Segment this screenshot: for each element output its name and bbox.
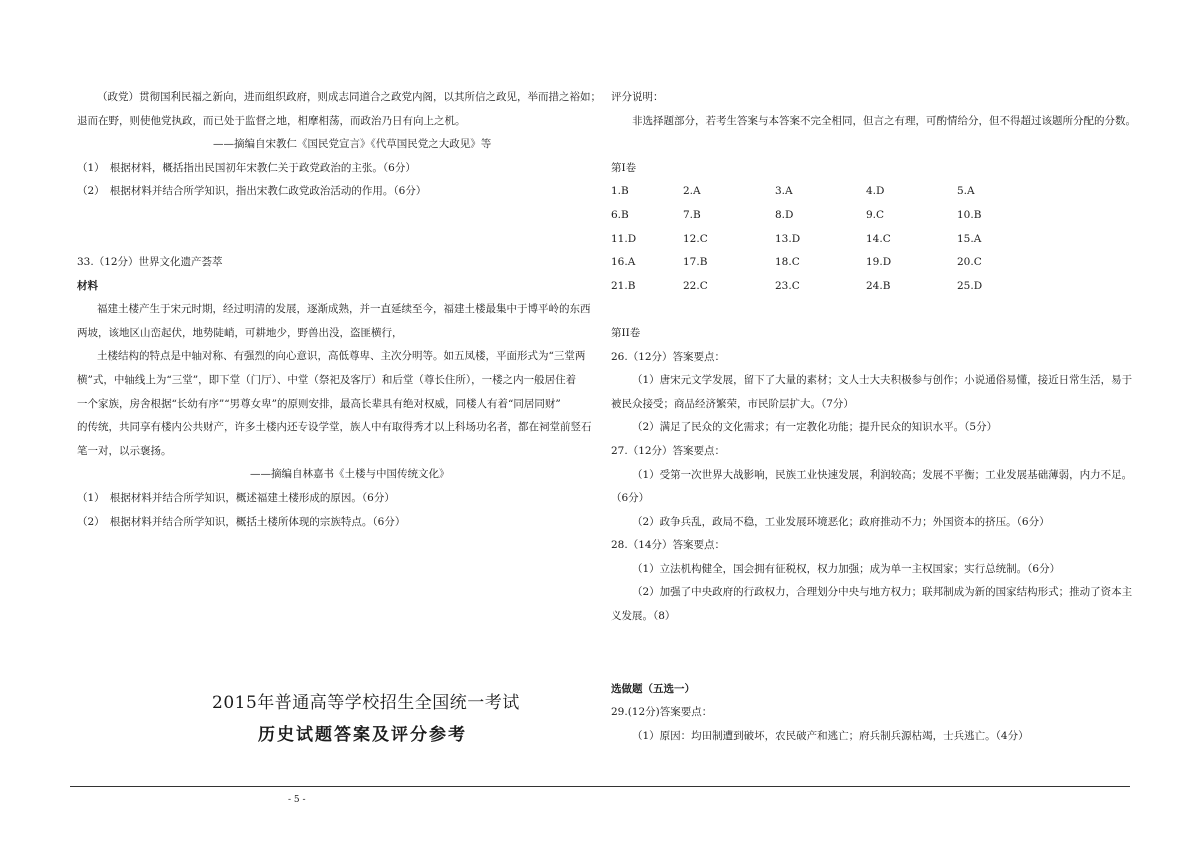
answer-item: 17.B	[683, 256, 708, 269]
answer-line: （1）立法机构健全，国会拥有征税权，权力加强；成为单一主权国家；实行总统制。（6分）	[632, 562, 1061, 575]
question-27-title: 27.（12分）答案要点：	[611, 444, 726, 457]
volume-2-heading: 第II卷	[611, 326, 641, 339]
answer-line: 义发展。（8）	[611, 610, 676, 623]
answer-item: 22.C	[683, 279, 708, 292]
material-paragraph-line: 土楼结构的特点是中轴对称、有强烈的向心意识，高低尊卑、主次分明等。如五凤楼，平面形式为“三堂两	[97, 350, 586, 363]
answer-key-title: 历史试题答案及评分参考	[258, 725, 467, 745]
answer-item: 24.B	[866, 279, 891, 292]
material-paragraph-line: 的传统，共同享有楼内公共财产，许多土楼内还专设学堂，族人中有取得秀才以上科场功名者，都在祠堂前竖石	[77, 421, 592, 434]
answer-line: （1）原因：均田制遭到破坏，农民破产和逃亡；府兵制兵源枯竭，士兵逃亡。（4分）	[632, 729, 1029, 742]
material-paragraph-line: （政党）贯彻国利民福之新向，进而组织政府，则成志同道合之政党内阁，以其所信之政见，举而措之裕如；	[97, 91, 601, 103]
answer-row	[611, 251, 1131, 275]
question-28-title: 28.（14分）答案要点：	[611, 539, 726, 552]
question-33-part-2: （2） 根据材料并结合所学知识，概括土楼所体现的宗族特点。（6分）	[77, 515, 406, 528]
answer-item: 14.C	[866, 232, 891, 245]
answer-item: 25.D	[957, 279, 983, 292]
volume-1-heading: 第I卷	[611, 161, 637, 174]
blank-space	[77, 204, 612, 251]
right-column	[611, 86, 1136, 748]
answer-item: 23.C	[775, 279, 800, 292]
footer-divider	[70, 786, 1130, 787]
material-source: ——摘编自宋教仁《国民党宣言》《代草国民党之大政见》等	[213, 138, 492, 151]
exam-title: 2015年普通高等学校招生全国统一考试	[212, 693, 520, 713]
answer-row	[611, 180, 1131, 204]
answer-line: （2）政争兵乱，政局不稳，工业发展环境恶化；政府推动不力；外国资本的挤压。（6分）	[632, 515, 1050, 528]
answer-line: （1）受第一次世界大战影响，民族工业快速发展，利润较高；发展不平衡；工业发展基础薄弱，内力不足。	[632, 468, 1133, 481]
scoring-notes-title: 评分说明：	[611, 91, 664, 103]
answer-row	[611, 204, 1131, 228]
answer-item: 12.C	[683, 232, 708, 245]
material-label: 材料	[77, 279, 98, 292]
answer-item: 1.B	[611, 185, 629, 198]
answer-line: 被民众接受；商品经济繁荣，市民阶层扩大。（7分）	[611, 397, 854, 410]
page-number: - 5 -	[288, 795, 306, 805]
answer-item: 18.C	[775, 256, 800, 269]
answer-row	[611, 275, 1131, 299]
answer-line: （2）加强了中央政府的行政权力，合理划分中央与地方权力；联邦制成为新的国家结构形式；推动了资本主	[632, 586, 1133, 599]
answer-item: 16.A	[611, 256, 636, 269]
material-paragraph-line: 退而在野，则使他党执政，而已处于监督之地，相摩相荡，而政治乃日有向上之机。	[77, 114, 466, 127]
question-32-part-1: （1） 根据材料，概括指出民国初年宋教仁关于政党政治的主张。（6分）	[77, 161, 416, 174]
answer-item: 2.A	[683, 185, 701, 198]
answer-item: 20.C	[957, 256, 982, 269]
material-paragraph-line: 横”式，中轴线上为“三堂”，即下堂（门厅）、中堂（祭祀及客厅）和后堂（尊长住所），一楼之内一般居住着	[77, 373, 577, 386]
question-26-title: 26.（12分）答案要点：	[611, 350, 726, 363]
answer-item: 19.D	[866, 256, 892, 269]
answer-item: 11.D	[611, 232, 637, 245]
answer-item: 5.A	[957, 185, 975, 198]
answer-row	[611, 228, 1131, 252]
answer-item: 15.A	[957, 232, 982, 245]
answer-item: 3.A	[775, 185, 793, 198]
question-32-part-2: （2） 根据材料并结合所学知识，指出宋教仁政党政治活动的作用。（6分）	[77, 185, 427, 198]
material-paragraph-line: 笔一对，以示褒扬。	[77, 444, 172, 457]
answer-item: 6.B	[611, 208, 629, 221]
answer-item: 13.D	[775, 232, 801, 245]
left-column	[77, 86, 612, 534]
material-paragraph-line: 一个家族，房舍根据“长幼有序”“男尊女卑”的原则安排，最高长辈具有绝对权威，同楼人有着“同居同财”	[77, 397, 561, 410]
question-33-part-1: （1） 根据材料并结合所学知识，概述福建土楼形成的原因。（6分）	[77, 491, 395, 504]
answer-line: （2）满足了民众的文化需求；有一定教化功能；提升民众的知识水平。（5分）	[632, 421, 998, 434]
material-source: ——摘编自林嘉书《土楼与中国传统文化》	[250, 468, 450, 481]
scoring-notes-text: 非选择题部分，若考生答案与本答案不完全相同，但言之有理，可酌情给分，但不得超过该题所分配的分数。	[632, 114, 1136, 127]
material-paragraph-line: 两坡，该地区山峦起伏，地势陡峭，可耕地少，野兽出没，盗匪横行，	[77, 326, 403, 339]
question-33-title: 33.（12分）世界文化遗产荟萃	[77, 255, 223, 268]
answer-item: 9.C	[866, 208, 885, 221]
answer-item: 10.B	[957, 208, 982, 221]
answer-item: 21.B	[611, 279, 636, 292]
answer-item: 8.D	[775, 208, 794, 221]
answer-item: 7.B	[683, 208, 701, 221]
material-paragraph-line: 福建土楼产生于宋元时期，经过明清的发展，逐渐成熟，并一直延续至今，福建土楼最集中于博平岭的东西	[97, 303, 591, 316]
answer-item: 4.D	[866, 185, 885, 198]
answer-line: （6分）	[611, 492, 650, 505]
answer-line: （1）唐宋元文学发展，留下了大量的素材；文人士大夫积极参与创作；小说通俗易懂，接近日常生活，易于	[632, 374, 1133, 387]
question-29-title: 29.(12分)答案要点：	[611, 706, 713, 719]
elective-section-title: 选做题（五选一）	[611, 682, 695, 695]
